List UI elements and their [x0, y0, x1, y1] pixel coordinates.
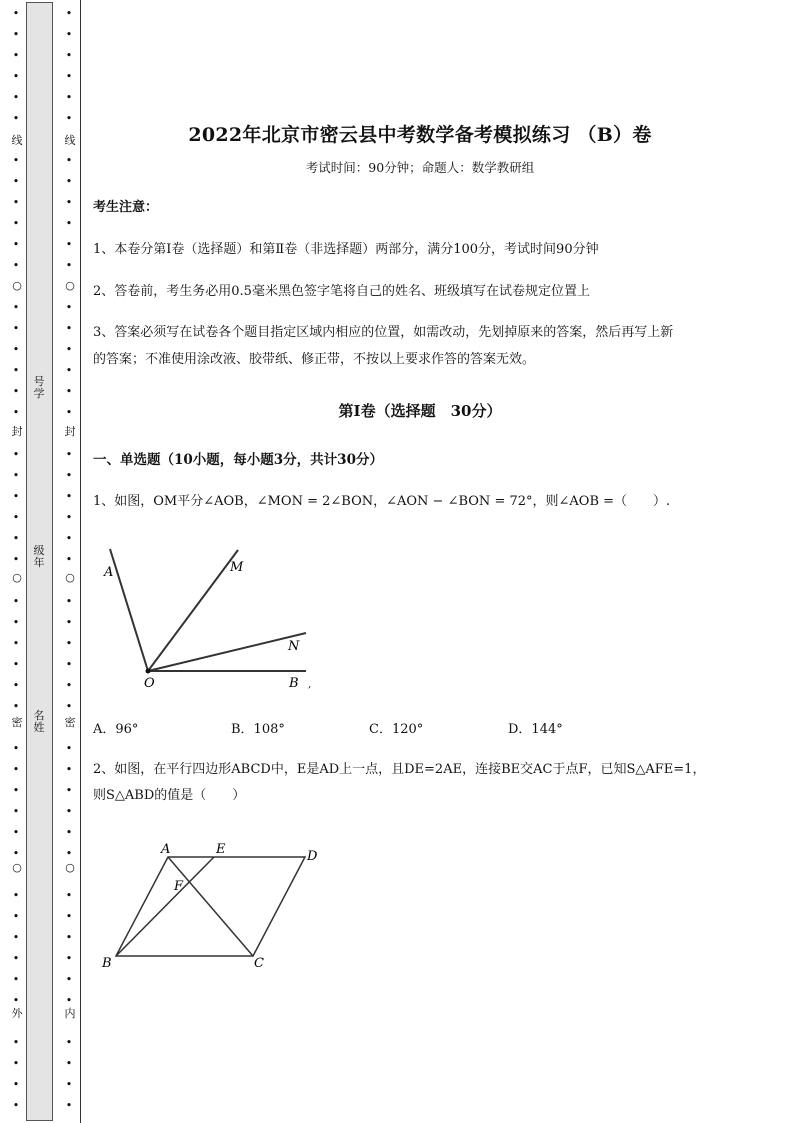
- dot: •: [12, 616, 20, 629]
- dot: •: [65, 1057, 73, 1070]
- dot: •: [65, 595, 73, 608]
- dot: •: [12, 112, 20, 125]
- dot: •: [12, 364, 20, 377]
- dot: •: [12, 301, 20, 314]
- dot: •: [65, 511, 73, 524]
- label-C: C: [254, 956, 264, 971]
- q1-option-d: D．144°: [508, 722, 563, 737]
- label-B: B: [289, 676, 299, 691]
- dot: •: [12, 343, 20, 356]
- dot: •: [12, 469, 20, 482]
- dot: •: [65, 448, 73, 461]
- dot: •: [12, 385, 20, 398]
- dot: •: [65, 763, 73, 776]
- name-field: 名姓: [33, 709, 45, 735]
- dot: •: [65, 91, 73, 104]
- dot: •: [65, 616, 73, 629]
- left-label-line: 线: [11, 134, 23, 147]
- dot: •: [65, 1099, 73, 1112]
- dot: •: [65, 196, 73, 209]
- dot: •: [65, 742, 73, 755]
- dot: •: [12, 826, 20, 839]
- dot: •: [12, 49, 20, 62]
- left-label-outer: 外: [11, 1007, 23, 1020]
- dot: •: [12, 847, 20, 860]
- dot: •: [65, 175, 73, 188]
- dot: •: [65, 658, 73, 671]
- exam-subtitle: 考试时间：90分钟；命题人：数学教研组: [305, 160, 535, 175]
- dot: •: [12, 511, 20, 524]
- q2-line2: 则S△ABD的值是（ ）: [93, 788, 246, 803]
- label-O: O: [144, 676, 155, 691]
- part-title: 一、单选题（10小题，每小题3分，共计30分）: [93, 452, 383, 468]
- label-B: B: [102, 956, 112, 971]
- right-label-circle: ○: [65, 279, 75, 292]
- dot: •: [12, 595, 20, 608]
- notice-heading: 考生注意：: [93, 200, 159, 215]
- dot: •: [65, 112, 73, 125]
- right-label-circle: ○: [65, 571, 75, 584]
- dot: •: [65, 49, 73, 62]
- q2-figure: [95, 835, 335, 975]
- left-label-secret: 密: [11, 716, 23, 729]
- dot: •: [12, 259, 20, 272]
- binding-margin: [0, 0, 82, 1123]
- dot: •: [65, 889, 73, 902]
- dot: •: [65, 973, 73, 986]
- label-N: N: [288, 639, 300, 654]
- label-A: A: [161, 842, 171, 857]
- dot: •: [12, 322, 20, 335]
- left-label-circle: ○: [12, 861, 22, 874]
- class-field: 级年: [33, 544, 45, 570]
- q1-option-b: B．108°: [231, 722, 285, 737]
- q2-line1: 2、如图，在平行四边形ABCD中，E是AD上一点，且DE=2AE，连接BE交AC于点F，已知S△AFE=1，: [93, 762, 706, 777]
- binding-rule: [80, 0, 81, 1123]
- dot: •: [12, 490, 20, 503]
- student-number-field: 号学: [33, 375, 45, 401]
- dot: •: [12, 1078, 20, 1091]
- dot: •: [12, 1099, 20, 1112]
- right-label-inner: 内: [64, 1007, 76, 1020]
- dot: •: [12, 532, 20, 545]
- dot: •: [12, 973, 20, 986]
- dot: •: [65, 154, 73, 167]
- dot: •: [65, 826, 73, 839]
- dot: •: [65, 238, 73, 251]
- ray-OA: [110, 549, 148, 671]
- dot: •: [65, 952, 73, 965]
- dot: •: [65, 1036, 73, 1049]
- label-E: E: [216, 842, 226, 857]
- dot: •: [65, 847, 73, 860]
- dot: •: [12, 154, 20, 167]
- label-comma: ,: [308, 679, 312, 690]
- left-label-circle: ○: [12, 571, 22, 584]
- dot: •: [12, 889, 20, 902]
- q1-figure: [95, 540, 325, 700]
- dot: •: [65, 931, 73, 944]
- dot: •: [65, 385, 73, 398]
- label-A: A: [104, 565, 114, 580]
- dot: •: [12, 91, 20, 104]
- dot: •: [65, 637, 73, 650]
- dot: •: [65, 364, 73, 377]
- dot: •: [12, 217, 20, 230]
- right-dotted-line: [62, 0, 76, 1123]
- dot: •: [65, 784, 73, 797]
- dot: •: [65, 322, 73, 335]
- notice-item: 2、答卷前，考生务必用0.5毫米黑色签字笔将自己的姓名、班级填写在试卷规定位置上: [93, 284, 590, 299]
- dot: •: [12, 175, 20, 188]
- dot: •: [65, 700, 73, 713]
- notice-item: 的答案；不准使用涂改液、胶带纸、修正带，不按以上要求作答的答案无效。: [93, 352, 536, 367]
- segment-BE: [116, 857, 214, 956]
- dot: •: [65, 28, 73, 41]
- dot: •: [65, 1078, 73, 1091]
- section-title: 第I卷（选择题 30分）: [338, 402, 502, 420]
- label-D: D: [307, 849, 318, 864]
- dot: •: [12, 700, 20, 713]
- dot: •: [65, 553, 73, 566]
- dot: •: [65, 406, 73, 419]
- dot: •: [12, 28, 20, 41]
- right-label-seal: 封: [64, 425, 76, 438]
- dot: •: [65, 301, 73, 314]
- q1-text: 1、如图，OM平分∠AOB，∠MON = 2∠BON，∠AON − ∠BON = 72°，则∠AOB =（ ）.: [93, 494, 671, 509]
- dot: •: [12, 784, 20, 797]
- dot: •: [12, 238, 20, 251]
- dot: •: [12, 910, 20, 923]
- dot: •: [65, 469, 73, 482]
- dot: •: [12, 70, 20, 83]
- dot: •: [12, 994, 20, 1007]
- dot: •: [12, 196, 20, 209]
- dot: •: [65, 217, 73, 230]
- dot: •: [12, 553, 20, 566]
- dot: •: [65, 70, 73, 83]
- label-M: M: [230, 560, 244, 575]
- dot: •: [12, 7, 20, 20]
- exam-title: 2022年北京市密云县中考数学备考模拟练习 （B）卷: [188, 124, 652, 146]
- dot: •: [65, 910, 73, 923]
- notice-item: 3、答案必须写在试卷各个题目指定区域内相应的位置，如需改动，先划掉原来的答案，然后再写上新: [93, 325, 674, 340]
- q1-option-a: A．96°: [93, 722, 139, 737]
- dot: •: [65, 490, 73, 503]
- dot: •: [65, 7, 73, 20]
- q1-option-c: C．120°: [369, 722, 424, 737]
- dot: •: [12, 406, 20, 419]
- dot: •: [65, 259, 73, 272]
- left-label-seal: 封: [11, 425, 23, 438]
- dot: •: [65, 805, 73, 818]
- dot: •: [65, 343, 73, 356]
- right-label-circle: ○: [65, 861, 75, 874]
- dot: •: [65, 532, 73, 545]
- dot: •: [12, 742, 20, 755]
- right-label-secret: 密: [64, 716, 76, 729]
- left-label-circle: ○: [12, 279, 22, 292]
- segment-AC: [168, 857, 253, 956]
- dot: •: [12, 1057, 20, 1070]
- dot: •: [12, 931, 20, 944]
- dot: •: [65, 994, 73, 1007]
- dot: •: [12, 679, 20, 692]
- dot: •: [12, 658, 20, 671]
- dot: •: [12, 952, 20, 965]
- dot: •: [12, 805, 20, 818]
- notice-item: 1、本卷分第I卷（选择题）和第Ⅱ卷（非选择题）两部分，满分100分，考试时间90分钟: [93, 242, 599, 257]
- left-dotted-line: [9, 0, 23, 1123]
- dot: •: [65, 679, 73, 692]
- dot: •: [12, 448, 20, 461]
- right-label-line: 线: [64, 134, 76, 147]
- label-F: F: [174, 879, 184, 894]
- dot: •: [12, 637, 20, 650]
- point-O: [146, 669, 151, 674]
- dot: •: [12, 763, 20, 776]
- dot: •: [12, 1036, 20, 1049]
